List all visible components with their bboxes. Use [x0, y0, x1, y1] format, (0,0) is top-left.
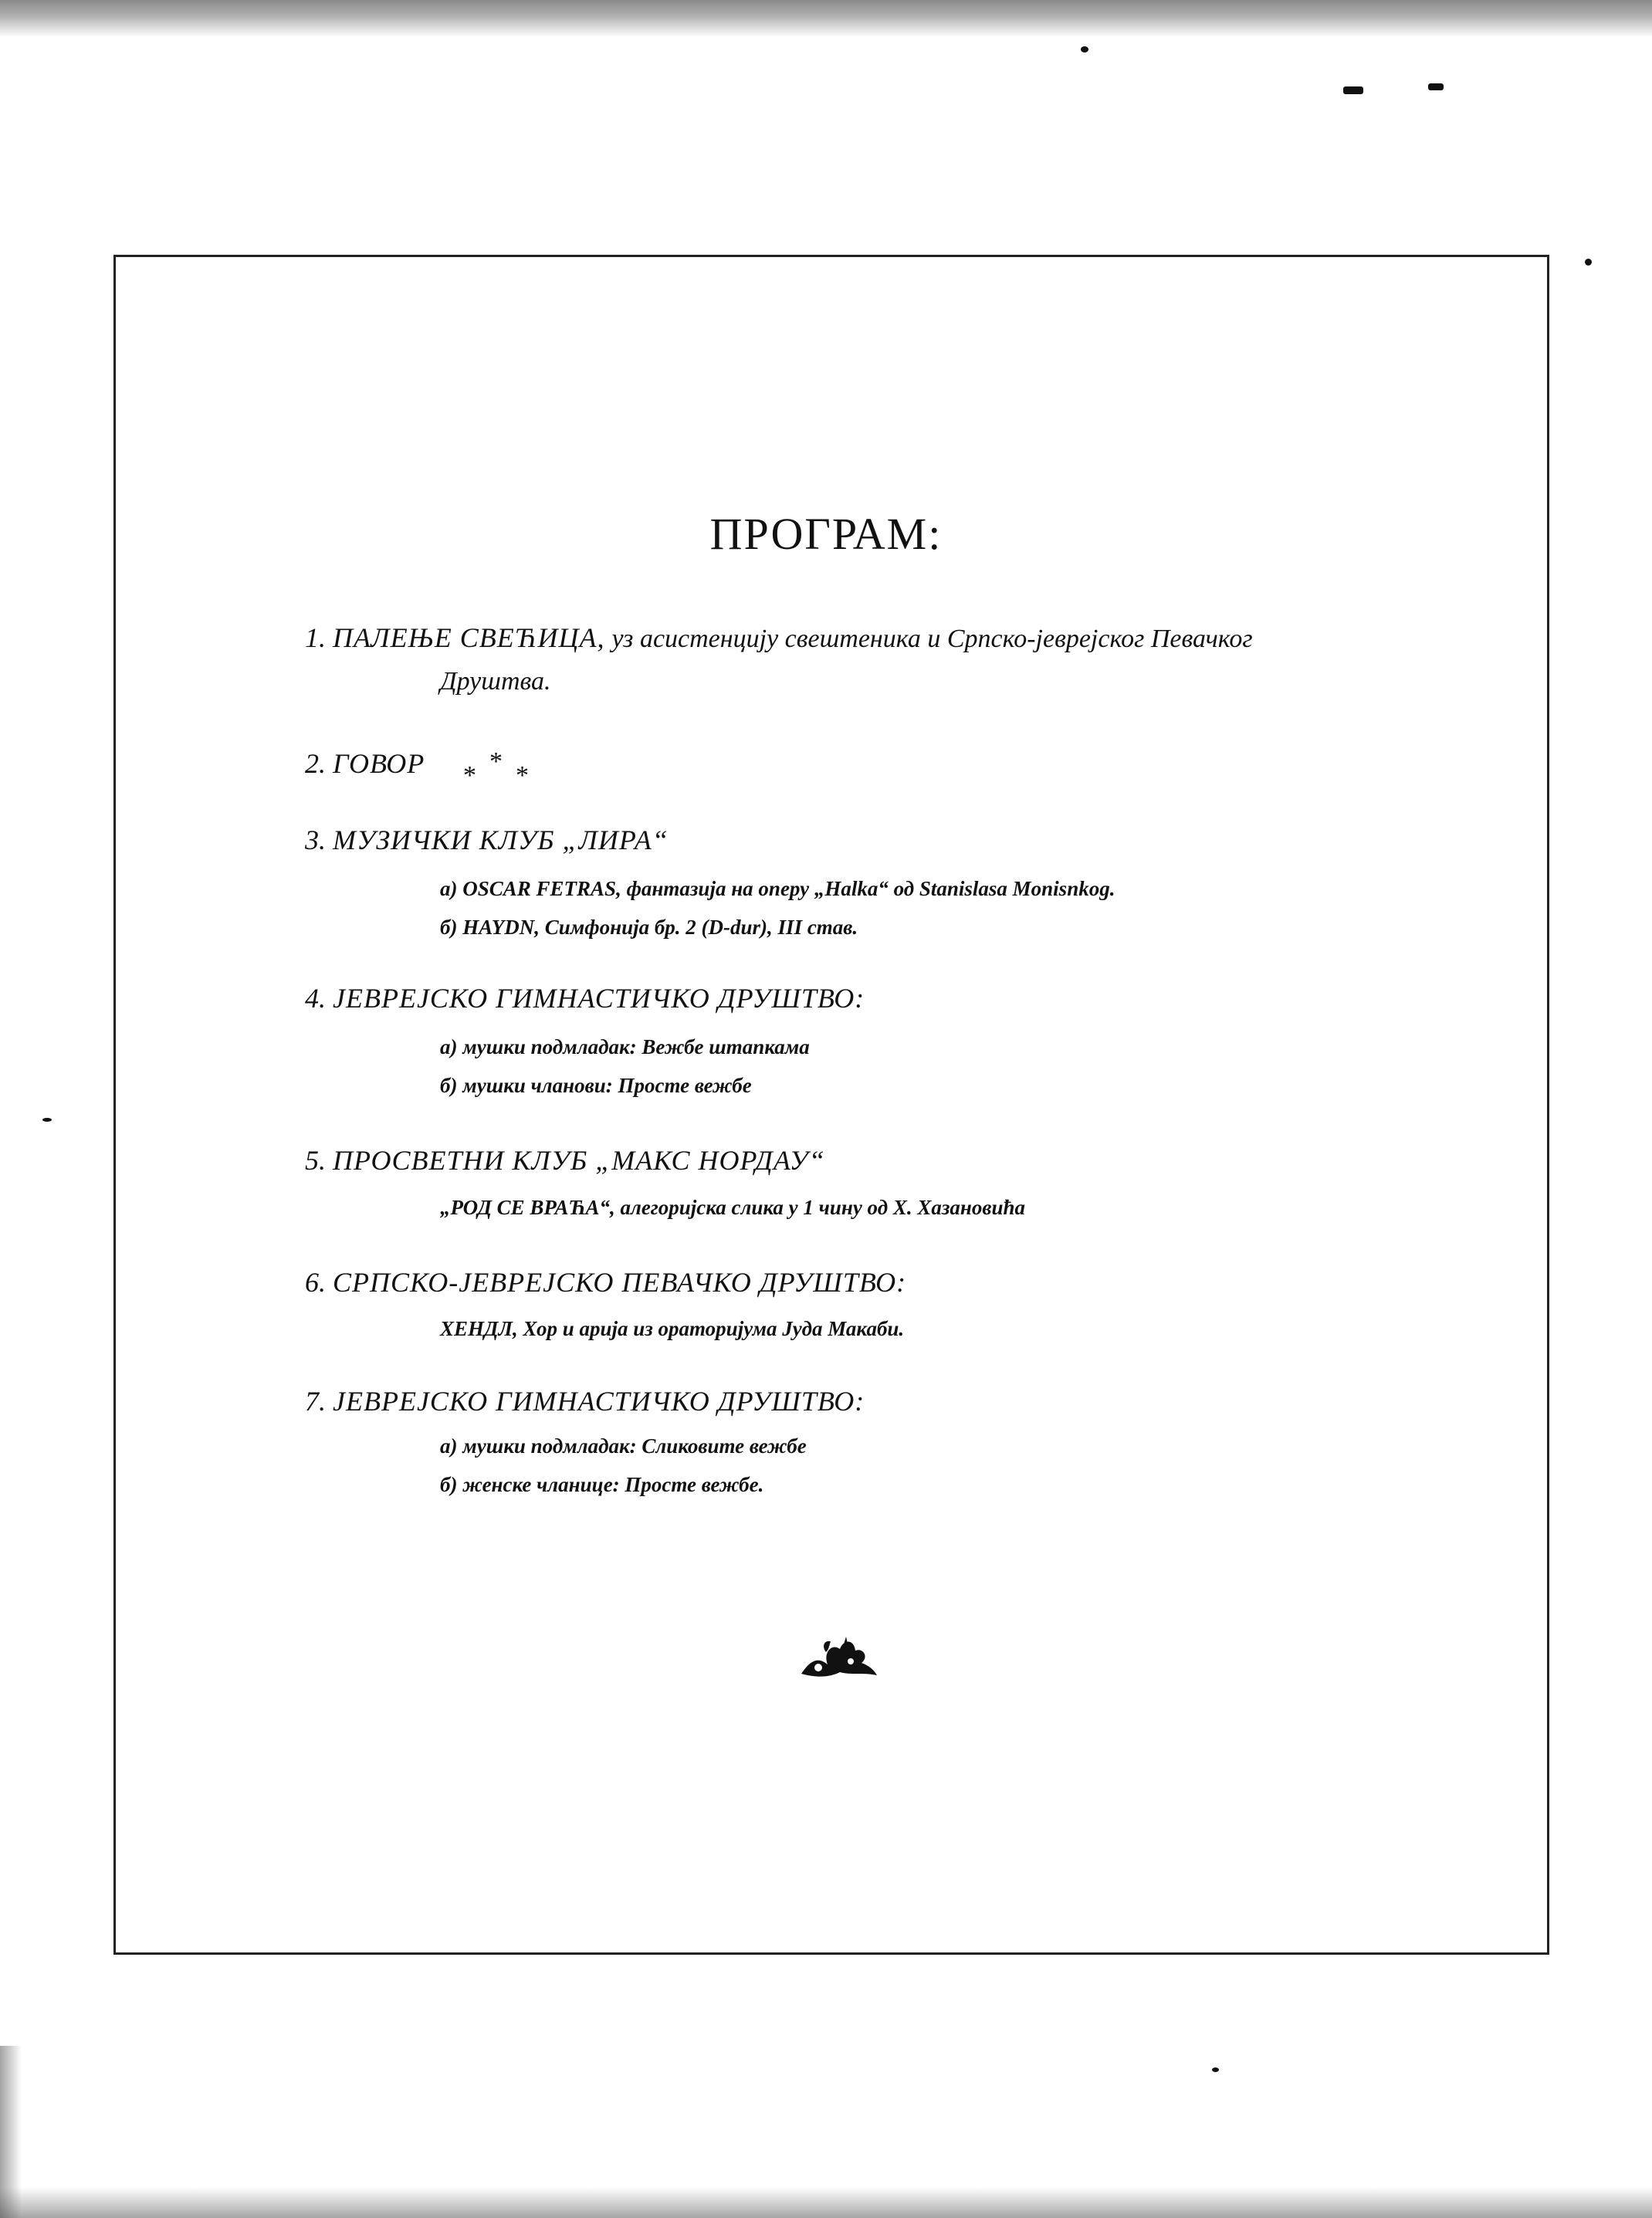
- item-heading: СРПСКО-ЈЕВРЕЈСКО ПЕВАЧКО ДРУШТВО:: [333, 1267, 907, 1298]
- program-subitem: а) OSCAR FETRAS, фантазија на оперу „Halka“ од Stanislasa Monisnkog.: [440, 877, 1115, 900]
- item-heading: ЈЕВРЕЈСКО ГИМНАСТИЧКО ДРУШТВО:: [333, 1386, 865, 1417]
- program-subitem: а) мушки подмладак: Сликовите вежбе: [440, 1434, 807, 1458]
- program-item-1: [305, 614, 1401, 663]
- program-subitem: ХЕНДЛ, Хор и арија из ораторијума Јуда Макаби.: [440, 1317, 905, 1340]
- item-number: 1.: [305, 622, 326, 653]
- item-detail: уз асистенцију свештеника и Српско-јеврејског Певачког: [611, 625, 1253, 653]
- item-number: 3.: [305, 825, 326, 855]
- program-item-3: [305, 816, 1401, 864]
- program-subitem: „РОД СЕ ВРАЋА“, алегоријска слика у 1 чину од Х. Хазановића: [440, 1196, 1025, 1219]
- item-number: 2.: [305, 748, 326, 779]
- page-title: ПРОГРАМ:: [709, 509, 943, 559]
- scan-speck: [1081, 46, 1088, 52]
- item-heading: ПРОСВЕТНИ КЛУБ „МАКС НОРДАУ“: [333, 1145, 825, 1176]
- scan-speck: [42, 1118, 52, 1122]
- scan-edge-left: [0, 2046, 22, 2218]
- item-heading: ЈЕВРЕЈСКО ГИМНАСТИЧКО ДРУШТВО:: [333, 983, 865, 1014]
- scan-speck: [1343, 86, 1363, 94]
- program-subitem: б) HAYDN, Симфонија бр. 2 (D-dur), III став.: [440, 916, 858, 939]
- item-number: 6.: [305, 1267, 326, 1298]
- scan-edge-bottom: [0, 2187, 1652, 2218]
- program-subitem: а) мушки подмладак: Вежбе штапкама: [440, 1035, 810, 1058]
- program-item-7: [305, 1377, 1401, 1425]
- program-item-4: [305, 974, 1401, 1022]
- program-item-6: [305, 1258, 1401, 1306]
- item-heading: ГОВОР: [333, 748, 425, 779]
- star-mark: *: [463, 761, 476, 790]
- item-number: 4.: [305, 983, 326, 1014]
- program-item-5: [305, 1136, 1401, 1184]
- program-subitem: б) женске чланице: Просте вежбе.: [440, 1473, 764, 1496]
- star-mark: *: [516, 761, 529, 790]
- item-heading: МУЗИЧКИ КЛУБ „ЛИРА“: [333, 825, 669, 855]
- program-subitem: б) мушки чланови: Просте вежбе: [440, 1074, 752, 1097]
- scan-speck: [1585, 259, 1592, 266]
- item-number: 7.: [305, 1386, 326, 1417]
- scan-speck: [1428, 83, 1444, 90]
- scan-edge-top: [0, 0, 1652, 37]
- star-mark: *: [489, 747, 503, 776]
- scan-speck: [1212, 2067, 1219, 2072]
- item-continuation: Друштва.: [440, 667, 551, 696]
- item-heading: ПАЛЕЊЕ СВЕЋИЦА,: [333, 622, 605, 653]
- item-number: 5.: [305, 1145, 326, 1176]
- floral-vignette-icon: [795, 1629, 880, 1683]
